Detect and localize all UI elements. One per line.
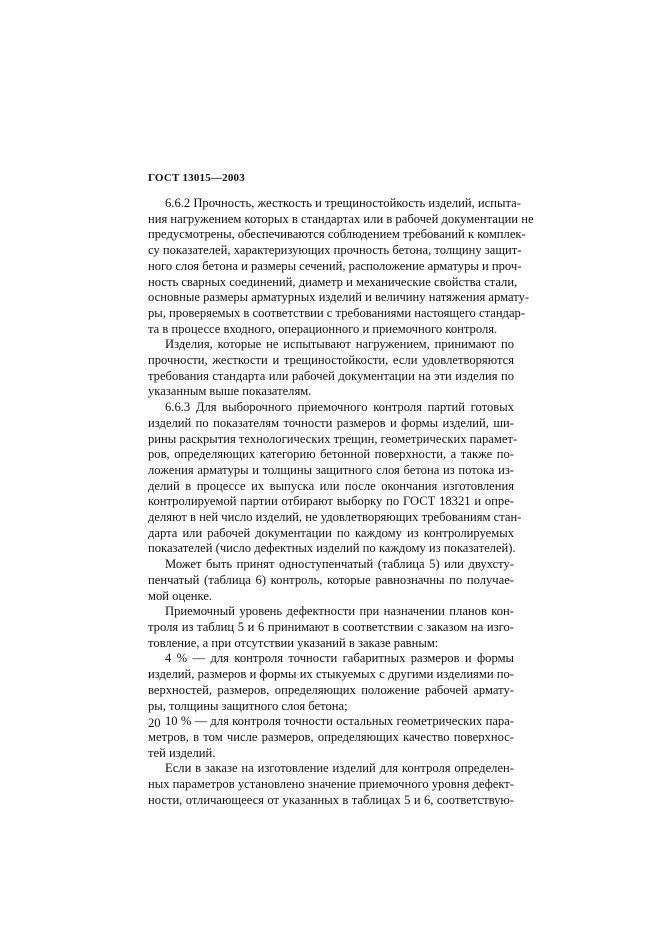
text-line: мой оценке. bbox=[148, 588, 213, 603]
text-line: изделий по показателям точности размеров и формы изделий, ши- bbox=[148, 415, 514, 430]
text-line: ры, проверяемых в соответствии с требованиями настоящего стандар- bbox=[148, 305, 526, 320]
document-body bbox=[148, 196, 534, 808]
text-line: пенчатый (таблица 6) контроль, которые равнозначны по получае- bbox=[148, 572, 514, 587]
text-line: ных параметров установлено значение приемочного уровня дефект- bbox=[148, 777, 514, 792]
text-line: изделий, размеров и формы их стыкуемых с другими изделиями по- bbox=[148, 667, 514, 682]
text-line: указанным выше показателям. bbox=[148, 384, 312, 399]
text-line: товление, а при отсутствии указаний в заказе равным: bbox=[148, 635, 439, 650]
text-line: Изделия, которые не испытывают нагружением, принимают по bbox=[165, 337, 514, 352]
text-line: прочности, жесткости и трещиностойкости, если удовлетворяются bbox=[148, 353, 514, 368]
text-line: ложения арматуры и толщины защитного слоя бетона из потока из- bbox=[148, 462, 514, 477]
text-line: верхностей, размеров, определяющих положение рабочей армату- bbox=[148, 682, 514, 697]
text-line: ров, определяющих категорию бетонной поверхности, а также по- bbox=[148, 447, 514, 462]
text-line: показателей (число дефектных изделий по каждому из показателей). bbox=[148, 541, 516, 556]
text-line: основные размеры арматурных изделий и величину натяжения армату- bbox=[148, 290, 530, 305]
text-line: делий в процессе их выпуска или после окончания изготовления bbox=[148, 478, 514, 493]
text-line: троля из таблиц 5 и 6 принимают в соответствии с заказом на изго- bbox=[148, 619, 514, 634]
text-line: метров, в том числе размеров, определяющих качество поверхнос- bbox=[148, 729, 514, 744]
text-line: ного слоя бетона и размеры сечений, расположение арматуры и проч- bbox=[148, 258, 522, 273]
text-line: Может быть принят одноступенчатый (таблица 5) или двухсту- bbox=[165, 557, 514, 572]
text-line: дарта или рабочей документации по каждому из контролируемых bbox=[148, 525, 514, 540]
document-header: ГОСТ 13015—2003 bbox=[148, 172, 245, 184]
text-line: контролируемой партии отбирают выборку по ГОСТ 18321 и опре- bbox=[148, 494, 514, 509]
text-line: су показателей, характеризующих прочность бетона, толщину защит- bbox=[148, 243, 522, 258]
text-line: 6.6.2 Прочность, жесткость и трещиностойкость изделий, испыта- bbox=[165, 196, 521, 210]
page-number: 20 bbox=[148, 716, 161, 730]
text-line: ности, отличающееся от указанных в таблицах 5 и 6, соответствую- bbox=[148, 792, 514, 807]
text-line: ность сварных соединений, диаметр и механические свойства стали, bbox=[148, 274, 518, 289]
text-line: ния нагружением которых в стандартах или в рабочей документации не bbox=[148, 211, 534, 226]
text-line: та в процессе входного, операционного и приемочного контроля. bbox=[148, 321, 498, 336]
text-line: Если в заказе на изготовление изделий для контроля определен- bbox=[165, 761, 514, 776]
text-line: требования стандарта или рабочей документации на эти изделия по bbox=[148, 368, 514, 383]
text-line: 4 % — для контроля точности габаритных размеров и формы bbox=[165, 651, 514, 666]
text-line: тей изделий. bbox=[148, 745, 216, 760]
text-line: 10 % — для контроля точности остальных геометрических пара- bbox=[165, 714, 514, 729]
text-line: ры, толщины защитного слоя бетона; bbox=[148, 698, 348, 713]
text-line: деляют в ней число изделий, не удовлетворяющих требованиям стан- bbox=[148, 510, 522, 525]
text-line: Приемочный уровень дефектности при назначении планов кон- bbox=[165, 604, 514, 619]
text-line: предусмотрены, обеспечиваются соблюдением требований к комплек- bbox=[148, 227, 526, 242]
text-line: рины раскрытия технологических трещин, геометрических парамет- bbox=[148, 431, 518, 446]
text-line: 6.6.3 Для выборочного приемочного контроля партий готовых bbox=[165, 400, 514, 415]
